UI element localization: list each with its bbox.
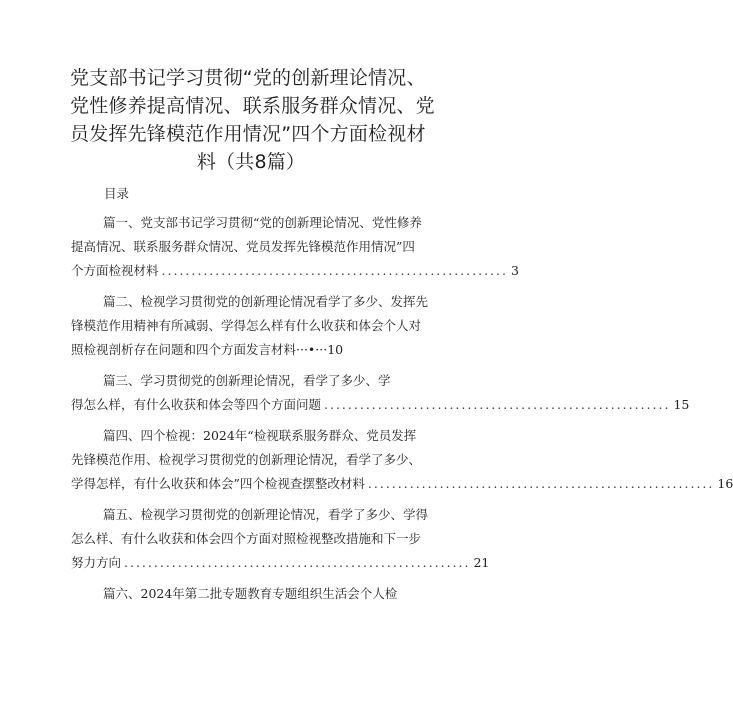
toc-entry-text: 怎么样、有什么收获和体会四个方面对照检视整改措施和下一步	[71, 531, 422, 546]
toc-entry-text: 努力方向	[71, 555, 122, 570]
toc-entry-last-line	[71, 472, 733, 496]
toc-entry[interactable]	[71, 424, 733, 496]
toc-entry-text: 学得怎样，有什么收获和体会”四个检视查摆整改材料	[71, 476, 365, 491]
toc-entry[interactable]	[71, 503, 490, 575]
toc-entry-text: 篇一、党支部书记学习贯彻“党的创新理论情况、党性修养	[103, 215, 422, 230]
title-line: 料（共8篇）	[196, 151, 306, 173]
dot-leader: ..........................................................	[124, 555, 471, 570]
toc-entry-text: 篇六、2024年第二批专题教育专题组织生活会个人检	[103, 586, 398, 601]
dot-leader: ..........................................................	[367, 476, 715, 491]
title-line: 党支部书记学习贯彻“党的创新理论情况、	[70, 67, 426, 89]
toc-entry-text: 得怎么样，有什么收获和体会等四个方面问题	[71, 397, 322, 412]
toc-heading: 目录	[104, 186, 130, 201]
toc-entry[interactable]	[71, 211, 519, 283]
toc-entry-text: 照检视剖析存在问题和四个方面发言材料···•···10	[71, 342, 344, 357]
toc-entry-text: 锋模范作用精神有所减弱、学得怎么样有什么收获和体会个人对	[71, 318, 422, 333]
toc-page-number: 3	[510, 263, 519, 278]
toc-entry[interactable]	[71, 582, 431, 606]
title-line: 员发挥先锋模范作用情况”四个方面检视材	[70, 123, 426, 145]
toc-page-number: 16	[717, 476, 733, 491]
toc-entry-last-line	[71, 551, 490, 575]
toc-entry-last-line	[71, 393, 690, 417]
toc-entry-text: 提高情况、联系服务群众情况、党员发挥先锋模范作用情况”四	[71, 239, 415, 254]
toc-entry-text: 篇四、四个检视：2024年“检视联系服务群众、党员发挥	[103, 428, 417, 443]
table-of-contents	[71, 211, 733, 613]
toc-entry-text: 篇五、检视学习贯彻党的创新理论情况，看学了多少、学得	[103, 507, 429, 522]
toc-entry[interactable]	[71, 369, 690, 417]
toc-page-number: 15	[673, 397, 690, 412]
toc-entry-text: 个方面检视材料	[71, 263, 159, 278]
toc-entry-text: 篇二、检视学习贯彻党的创新理论情况看学了多少、发挥先	[103, 294, 429, 309]
dot-leader: ..........................................................	[161, 263, 508, 278]
document-title	[70, 64, 435, 176]
toc-page-number: 21	[473, 555, 490, 570]
toc-entry[interactable]	[71, 290, 431, 362]
dot-leader: ..........................................................	[324, 397, 671, 412]
toc-entry-last-line	[71, 259, 519, 283]
toc-entry-text: 篇三、学习贯彻党的创新理论情况，看学了多少、学	[103, 373, 391, 388]
toc-entry-text: 先锋模范作用、检视学习贯彻党的创新理论情况，看学了多少、	[71, 452, 422, 467]
title-line: 党性修养提高情况、联系服务群众情况、党	[70, 95, 435, 117]
